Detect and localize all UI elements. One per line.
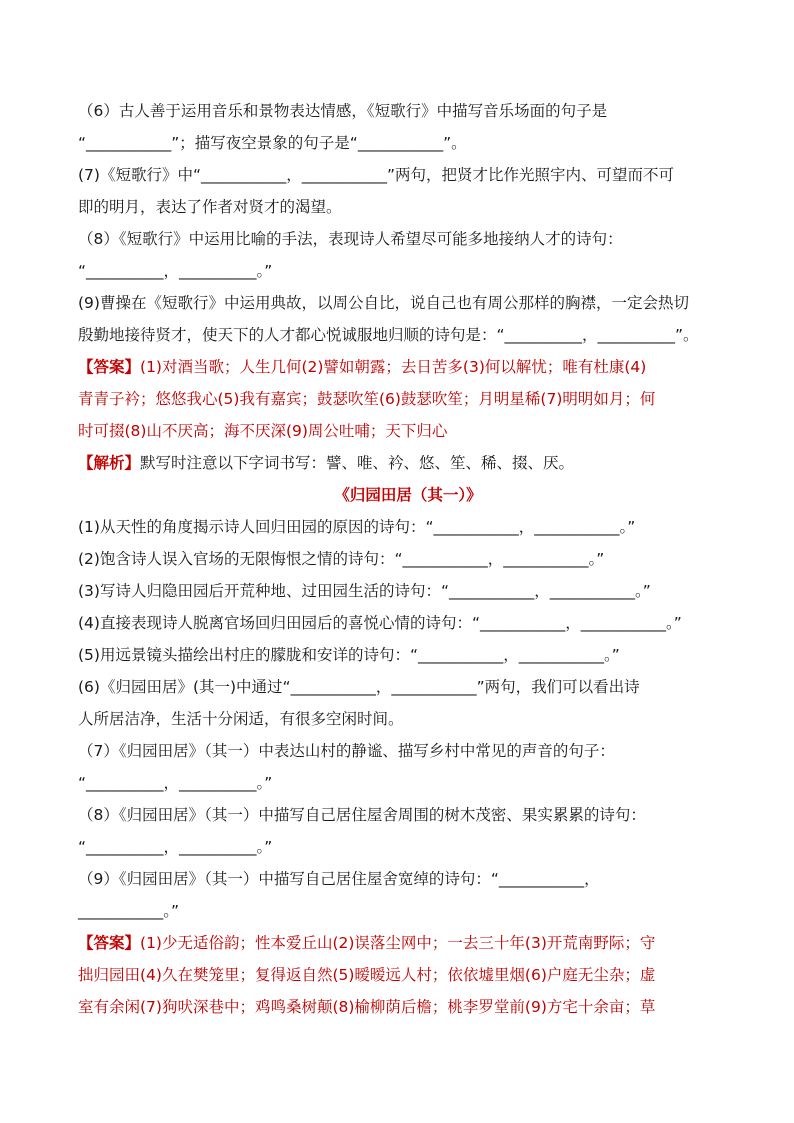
- s1-q7-line1: (7)《短歌行》中“___________，___________”两句，把贤才比作光照宇内、可望而不可: [78, 166, 675, 184]
- s1-q6-line2: “___________”；描写夜空景象的句子是“___________”。: [78, 134, 467, 152]
- answer-text: (1)少无适俗韵；性本爱丘山(2)误落尘网中；一去三十年(3)开荒南野际；守: [140, 934, 656, 952]
- answer-text: (1)对酒当歌；人生几何(2)譬如朝露；去日苦多(3)何以解忧；唯有杜康(4): [140, 358, 647, 376]
- s1-q7-line2: 即的明月，表达了作者对贤才的渴望。: [78, 198, 342, 216]
- analysis-tag: 【解析】: [78, 454, 141, 472]
- s2-q8-line1: （8）《归园田居》（其一）中描写自己居住屋舍周围的树木茂密、果实累累的诗句：: [78, 806, 646, 824]
- s2-q8-line2: “__________，__________。”: [78, 838, 273, 856]
- s2-q4: (4)直接表现诗人脱离官场回归田园后的喜悦心情的诗句：“___________，___________。”: [78, 614, 682, 632]
- s2-q6-line1: (6)《归园田居》(其一)中通过“___________，___________”两句，我们可以看出诗: [78, 678, 640, 696]
- s1-answer-line2: 青青子衿；悠悠我心(5)我有嘉宾；鼓瑟吹笙(6)鼓瑟吹笙；月明星稀(7)明明如月；何: [78, 390, 656, 408]
- s2-q3: (3)写诗人归隐田园后开荒种地、过田园生活的诗句：“___________，___________。”: [78, 582, 651, 600]
- s1-q8-line1: （8）《短歌行》中运用比喻的手法，表现诗人希望尽可能多地接纳人才的诗句：: [78, 230, 623, 248]
- s1-q9-line1: (9)曹操在《短歌行》中运用典故，以周公自比，说自己也有周公那样的胸襟，一定会热切: [78, 294, 689, 312]
- s2-answer-line3: 室有余闲(7)狗吠深巷中；鸡鸣桑树颠(8)榆柳荫后檐；桃李罗堂前(9)方宅十余亩；草: [78, 998, 656, 1016]
- s1-q9-line2: 殷勤地接待贤才，使天下的人才都心悦诚服地归顺的诗句是：“__________，__________”。: [78, 326, 699, 344]
- s1-analysis-line: [78, 453, 574, 473]
- s2-q7-line2: “__________，__________。”: [78, 774, 273, 792]
- s2-q1: (1)从天性的角度揭示诗人回归田园的原因的诗句：“___________，___________。”: [78, 518, 636, 536]
- s2-q9-line2: ___________。”: [78, 902, 180, 920]
- analysis-text: 默写时注意以下字词书写：譬、唯、衿、悠、笙、稀、掇、厌。: [140, 454, 575, 472]
- answer-tag: 【答案】: [78, 934, 141, 952]
- s1-q6-line1: （6）古人善于运用音乐和景物表达情感，《短歌行》中描写音乐场面的句子是: [78, 102, 608, 120]
- s2-q6-line2: 人所居洁净，生活十分闲适，有很多空闲时间。: [78, 710, 404, 728]
- s2-answer-line2: 拙归园田(4)久在樊笼里；复得返自然(5)暧暧远人村；依依墟里烟(6)户庭无尘杂；虚: [78, 966, 656, 984]
- s2-q7-line1: （7）《归园田居》（其一）中表达山村的静谧、描写乡村中常见的声音的句子：: [78, 742, 615, 760]
- section-title: 《归园田居（其一）》: [334, 486, 482, 504]
- s1-q8-line2: “__________，__________。”: [78, 262, 273, 280]
- answer-tag: 【答案】: [78, 358, 141, 376]
- s2-q2: (2)饱含诗人误入官场的无限悔恨之情的诗句：“___________，___________。”: [78, 550, 605, 568]
- s1-answer-line1: [78, 357, 646, 377]
- s2-answer-line1: [78, 933, 655, 953]
- s1-answer-line3: 时可掇(8)山不厌高；海不厌深(9)周公吐哺；天下归心: [78, 422, 448, 440]
- s2-q9-line1: （9）《归园田居》（其一）中描写自己居住屋舍宽绰的诗句：“___________，: [78, 870, 600, 888]
- s2-q5: (5)用远景镜头描绘出村庄的朦胧和安详的诗句：“___________，___________。”: [78, 646, 620, 664]
